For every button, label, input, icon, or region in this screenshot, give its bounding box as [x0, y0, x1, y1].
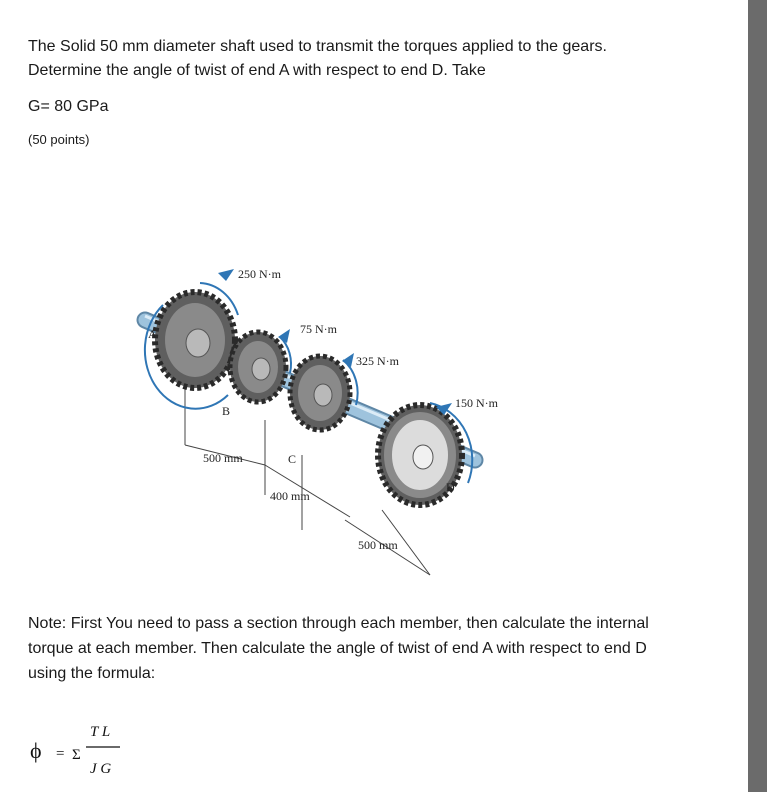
length-bc-label: 400 mm: [270, 489, 310, 503]
gear-c-letter: C: [288, 452, 297, 466]
end-a-label: A: [148, 327, 157, 341]
shaft-gears-figure: [130, 255, 520, 595]
formula-denominator: J G: [90, 761, 112, 777]
gear-b-letter: B: [222, 404, 231, 418]
gear-c: [290, 353, 358, 430]
twist-formula: [28, 718, 168, 788]
gear-b: [230, 329, 291, 402]
equals-sign: =: [56, 746, 65, 762]
phi-symbol: ϕ: [30, 738, 42, 763]
scrollbar[interactable]: [748, 0, 767, 792]
gear-d: [378, 403, 472, 505]
gear-a: [145, 269, 238, 409]
end-d-label: D: [446, 480, 455, 494]
formula-numerator: T L: [90, 724, 111, 740]
length-cd-label: 500 mm: [358, 538, 398, 552]
shear-modulus-text: G= 80 GPa: [28, 98, 109, 115]
torque-d-label: 150 N·m: [455, 396, 498, 410]
torque-c-label: 325 N·m: [356, 354, 399, 368]
note-text: Note: First You need to pass a section through each member, then calculate the internal torque at each member. Then calculate the angle of twist of end A with respect to end D using the formula:: [28, 615, 649, 682]
torque-a-label: 250 N·m: [238, 267, 281, 281]
length-ab-label: 500 mm: [203, 451, 243, 465]
points-text: (50 points): [28, 132, 90, 147]
torque-b-label: 75 N·m: [300, 322, 337, 336]
question-text: The Solid 50 mm diameter shaft used to transmit the torques applied to the gears. Determine the angle of twist of end A with respect to end D. Take: [28, 38, 607, 79]
sigma-symbol: Σ: [72, 747, 81, 763]
